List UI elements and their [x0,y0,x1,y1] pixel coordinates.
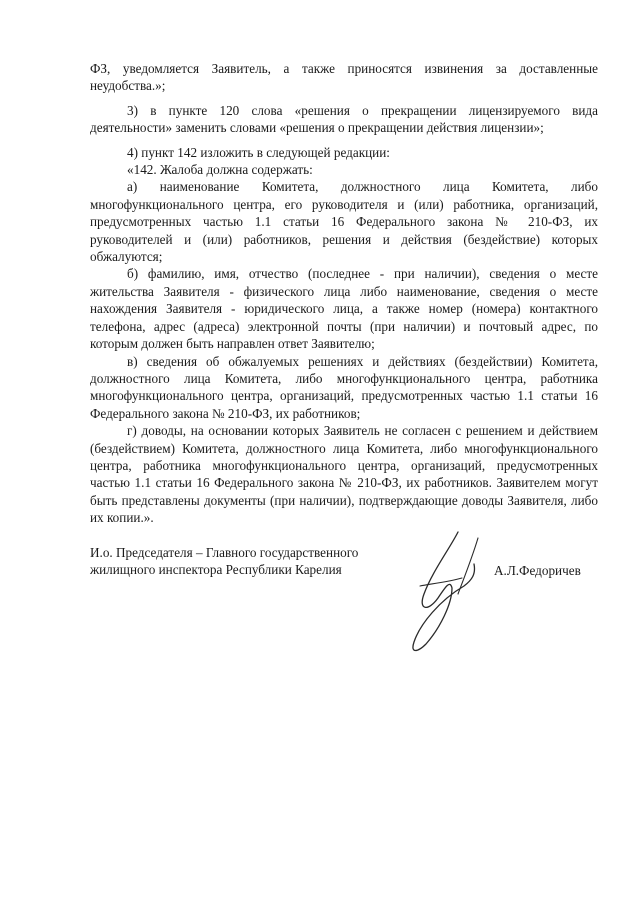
paragraph-item-4: 4) пункт 142 изложить в следующей редакции: [127,144,390,160]
signatory-title-line-2: жилищного инспектора Республики Карелия [90,562,342,578]
paragraph-continuation: ФЗ, уведомляется Заявитель, а также приносятся извинения за доставленные неудобства.»; [90,61,598,94]
paragraph-142-heading: «142. Жалоба должна содержать: [127,162,313,178]
document-body [90,60,598,527]
signature-stroke-tail [458,538,478,594]
paragraph-subitem-b: б) фамилию, имя, отчество (последнее - при наличии), сведения о месте жительства Заявителя - физического лица либо наименование, сведения о месте нахождения Заявителя - юридического лица, а также номер (номера) контактного телефона, адрес (адреса) электронной почты (при наличии) и почтовый адрес, по которым должен быть направлен ответ Заявителю; [90,266,598,352]
handwritten-signature [380,528,500,658]
signatory-title [90,544,420,579]
signature-stroke-cross [420,578,462,586]
paragraph-subitem-a: а) наименование Комитета, должностного лица Комитета, либо многофункционального центра, его руководителя и (или) работника, организаций, предусмотренных частью 1.1 статьи 16 Федерального закона № 210-ФЗ, их руководителей и (или) работников, решения и действия (бездействие) которых обжалуются; [90,179,598,265]
signature-stroke-main [413,532,475,651]
signatory-title-line-1: И.о. Председателя – Главного государственного [90,545,359,560]
paragraph-subitem-v: в) сведения об обжалуемых решениях и действиях (бездействии) Комитета, должностного лица Комитета, либо многофункционального центра, работника многофункционального центра, организаций, предусмотренных частью 1.1 статьи 16 Федерального закона № 210-ФЗ, их работников; [90,353,598,421]
paragraph-item-3: 3) в пункте 120 слова «решения о прекращении лицензируемого вида деятельности» заменить словами «решения о прекращении действия лицензии»; [90,102,598,136]
paragraph-subitem-g: г) доводы, на основании которых Заявитель не согласен с решением и действием (бездействием) Комитета, должностного лица Комитета, либо многофункционального центра, работника многофункционального центра, организаций, предусмотренных частью 1.1 статьи 16 Федерального закона № 210-ФЗ, их работников. Заявителем могут быть представлены документы (при наличии), подтверждающие доводы Заявителя, либо их копии.». [90,423,598,526]
signatory-name: А.Л.Федоричев [494,563,581,578]
